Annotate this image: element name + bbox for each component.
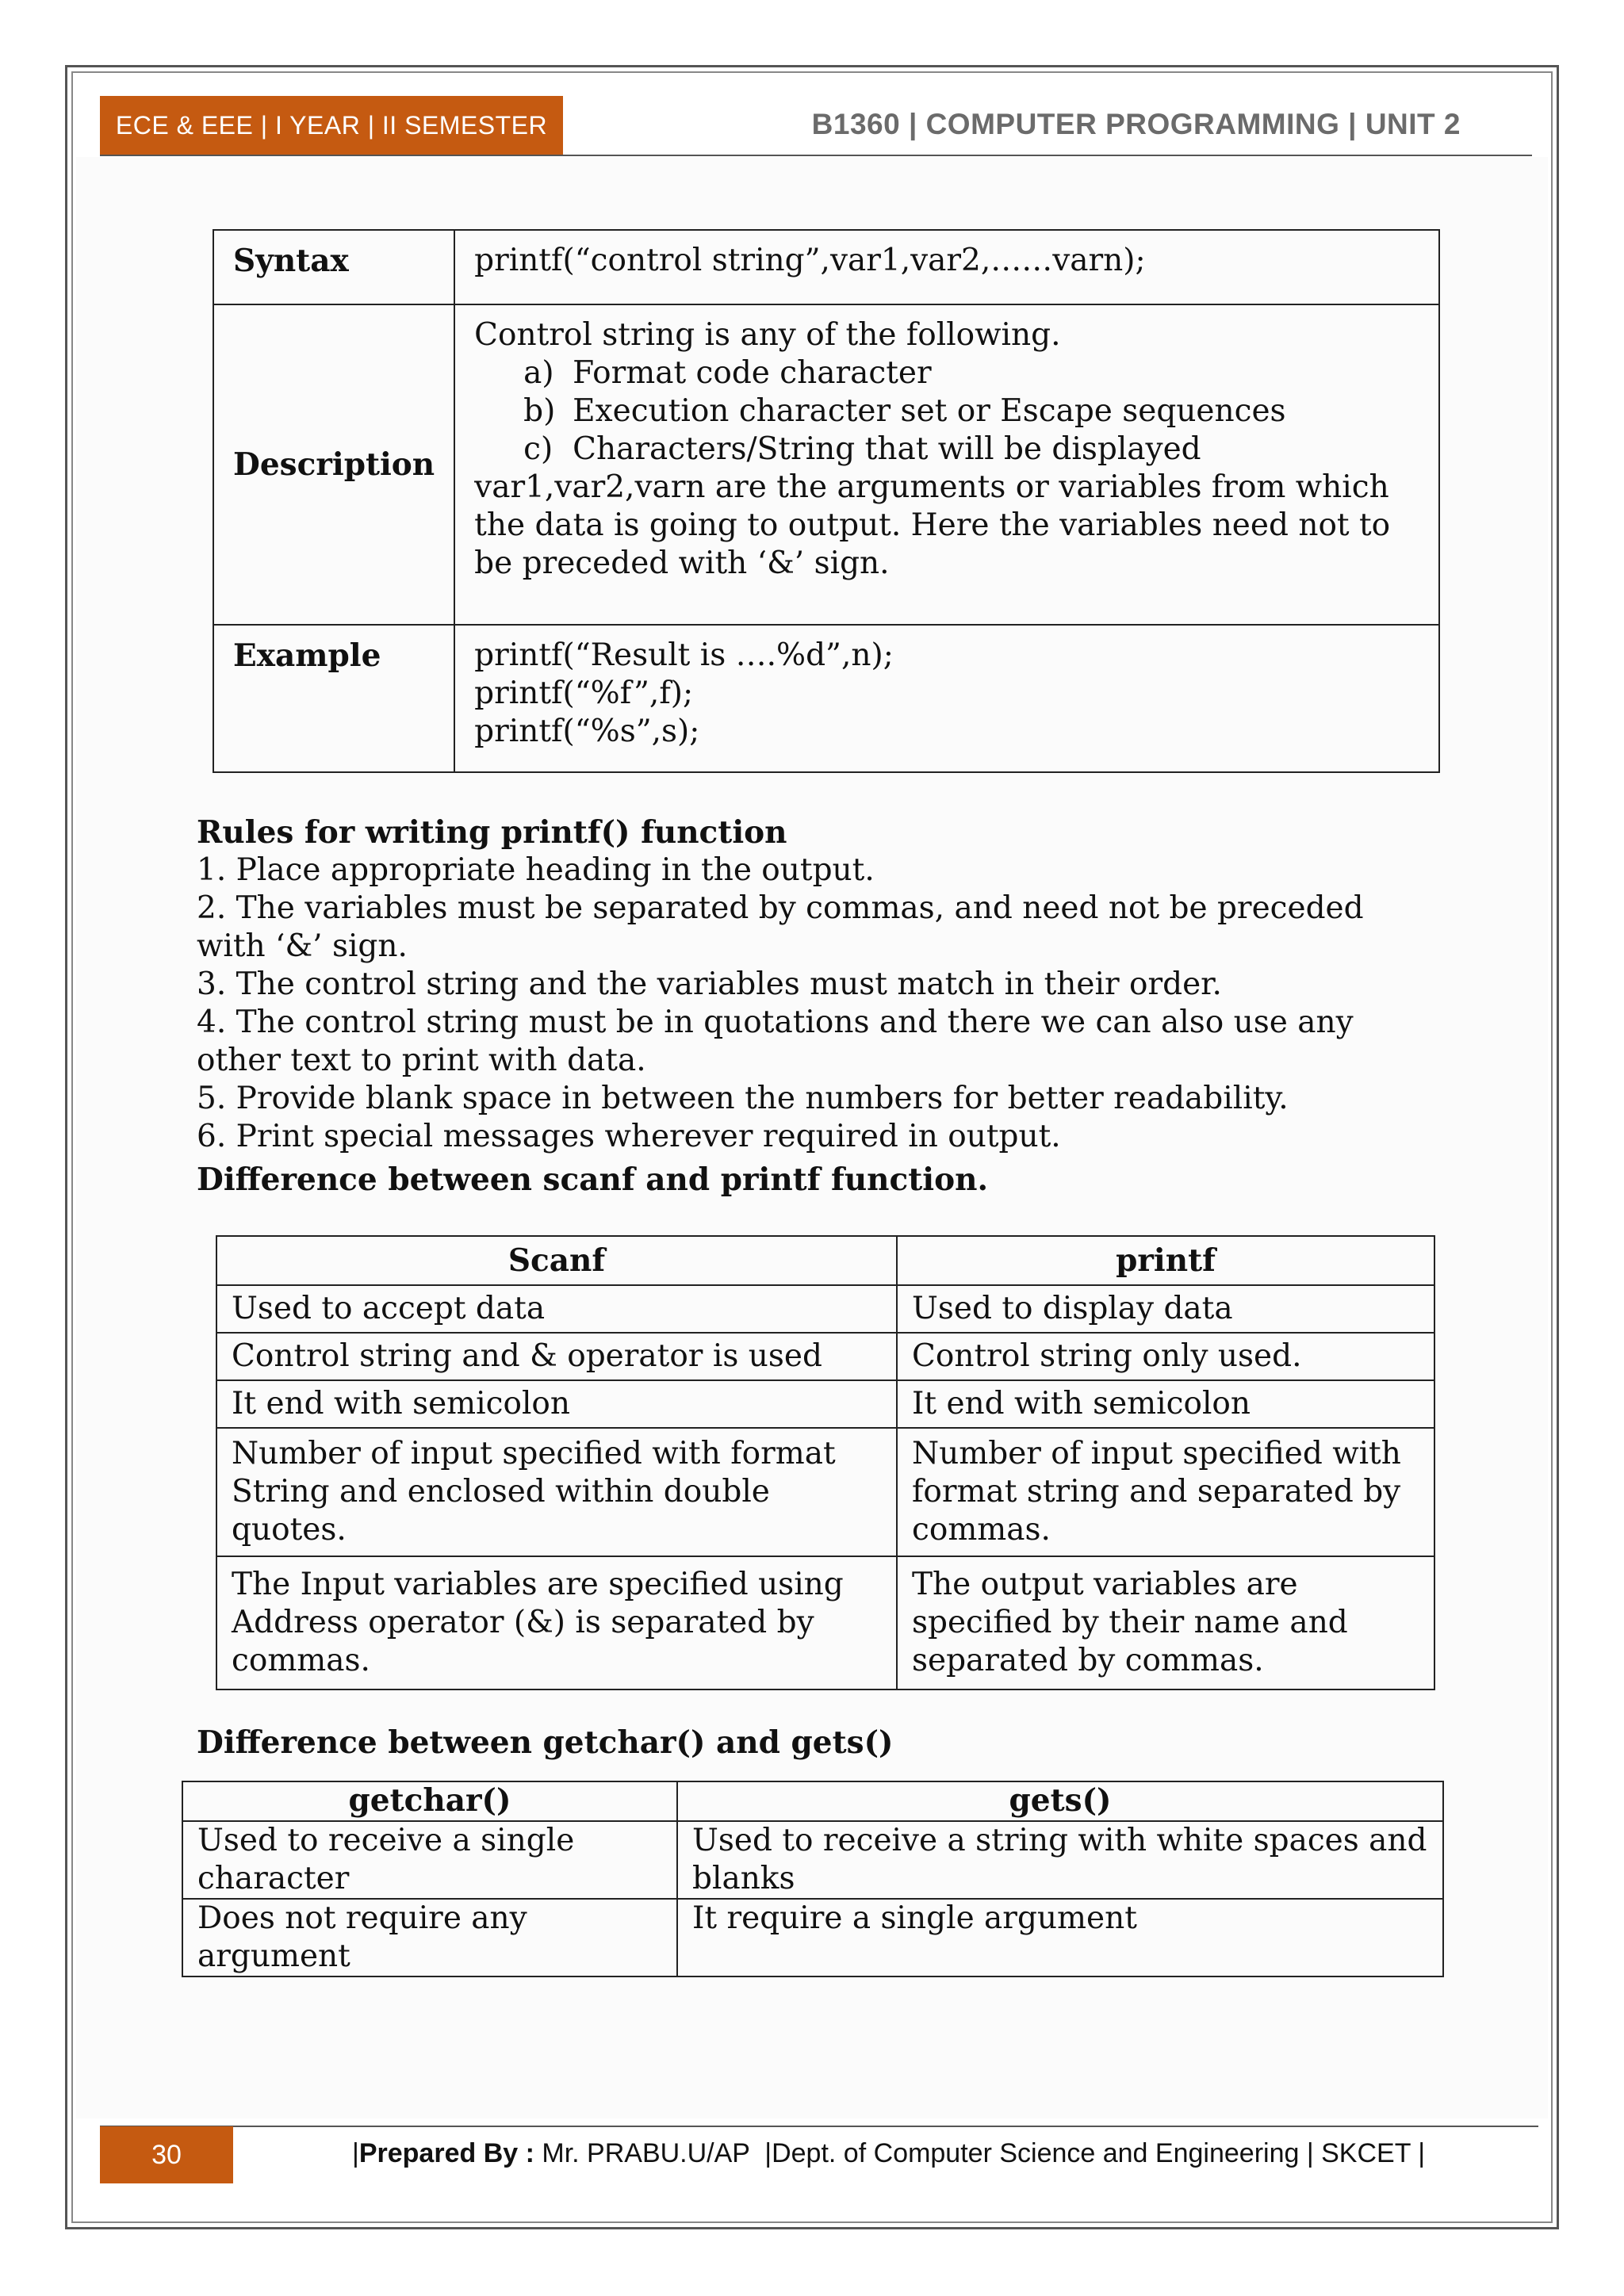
list-text: Characters/String that will be displayed	[573, 431, 1201, 467]
list-text: Format code character	[573, 355, 932, 391]
footer-rule	[100, 2126, 1538, 2127]
column-header: Scanf	[216, 1236, 897, 1285]
table-cell: Used to accept data	[216, 1285, 897, 1333]
example-line: printf(“Result is ….%d”,n);	[474, 637, 894, 673]
header-rule	[100, 155, 1532, 156]
table-cell: It require a single argument	[677, 1899, 1443, 1976]
table-header-row	[216, 1236, 1434, 1285]
prepared-by-text: Mr. PRABU.U/AP |Dept. of Computer Science and Engineering | SKCET |	[534, 2138, 1426, 2168]
section-heading: Difference between getchar() and gets()	[197, 1724, 894, 1761]
scanf-printf-table	[216, 1235, 1435, 1690]
table-cell: It end with semicolon	[216, 1380, 897, 1428]
column-header: gets()	[677, 1781, 1443, 1821]
list-marker: a)	[523, 355, 554, 391]
section-heading: Difference between scanf and printf function.	[197, 1161, 989, 1198]
footer-credits	[352, 2138, 1425, 2169]
header-course-tab: ECE & EEE | I YEAR | II SEMESTER	[100, 96, 563, 155]
format-list	[474, 354, 1419, 469]
syntax-value: printf(“control string”,var1,var2,……varn);	[454, 230, 1439, 304]
table-row	[216, 1556, 1434, 1689]
example-line: printf(“%s”,s);	[474, 714, 700, 749]
list-text: Execution character set or Escape sequences	[573, 393, 1286, 429]
column-header: getchar()	[182, 1781, 677, 1821]
table-row	[182, 1821, 1443, 1899]
example-line: printf(“%f”,f);	[474, 675, 694, 711]
table-row	[216, 1333, 1434, 1380]
table-cell: Does not require any argument	[182, 1899, 677, 1976]
section-heading: Rules for writing printf() function	[197, 814, 787, 851]
example-label: Example	[213, 625, 454, 772]
table-cell: Used to receive a string with white spaces and blanks	[677, 1821, 1443, 1899]
prepared-by-label: Prepared By :	[358, 2138, 534, 2168]
list-item	[474, 392, 1419, 430]
table-cell: Control string and & operator is used	[216, 1333, 897, 1380]
table-row	[216, 1428, 1434, 1556]
rule-item: 6. Print special messages wherever required in output.	[197, 1119, 1061, 1154]
rule-item: 5. Provide blank space in between the numbers for better readability.	[197, 1081, 1289, 1116]
rule-item: 4. The control string must be in quotations and there we can also use any other text to print with data.	[197, 1004, 1354, 1078]
rule-item: 1. Place appropriate heading in the output.	[197, 852, 875, 888]
description-outro: var1,var2,varn are the arguments or variables from which the data is going to output. Here the variables need not to be preceded with ‘&’ sign.	[474, 469, 1391, 581]
description-intro: Control string is any of the following.	[474, 317, 1061, 353]
rule-item: 2. The variables must be separated by commas, and need not be preceded with ‘&’ sign.	[197, 890, 1364, 964]
page-number: 30	[100, 2126, 233, 2183]
printf-rules-section	[197, 813, 1434, 1156]
table-cell: The Input variables are specified using Address operator (&) is separated by commas.	[216, 1556, 897, 1689]
list-marker: c)	[523, 431, 553, 467]
table-cell: The output variables are specified by their name and separated by commas.	[897, 1556, 1434, 1689]
table-row	[182, 1899, 1443, 1976]
table-cell: It end with semicolon	[897, 1380, 1434, 1428]
getchar-gets-table	[182, 1781, 1444, 1977]
list-marker: b)	[523, 393, 556, 429]
footer-bar: |	[352, 2138, 359, 2168]
example-cell	[454, 625, 1439, 772]
table-cell: Control string only used.	[897, 1333, 1434, 1380]
table-row	[213, 230, 1439, 304]
syntax-label: Syntax	[213, 230, 454, 304]
column-header: printf	[897, 1236, 1434, 1285]
description-label: Description	[213, 304, 454, 625]
table-row	[216, 1380, 1434, 1428]
table-row	[216, 1285, 1434, 1333]
rule-item: 3. The control string and the variables must match in their order.	[197, 966, 1222, 1002]
table-header-row	[182, 1781, 1443, 1821]
list-item	[474, 430, 1419, 469]
printf-syntax-table	[213, 229, 1440, 773]
table-row	[213, 304, 1439, 625]
header-title: B1360 | COMPUTER PROGRAMMING | UNIT 2	[811, 108, 1461, 140]
table-cell: Used to receive a single character	[182, 1821, 677, 1899]
description-cell	[454, 304, 1439, 625]
table-cell: Number of input specified with format String and enclosed within double quotes.	[216, 1428, 897, 1556]
list-item	[474, 354, 1419, 392]
table-cell: Number of input specified with format string and separated by commas.	[897, 1428, 1434, 1556]
table-cell: Used to display data	[897, 1285, 1434, 1333]
table-row	[213, 625, 1439, 772]
